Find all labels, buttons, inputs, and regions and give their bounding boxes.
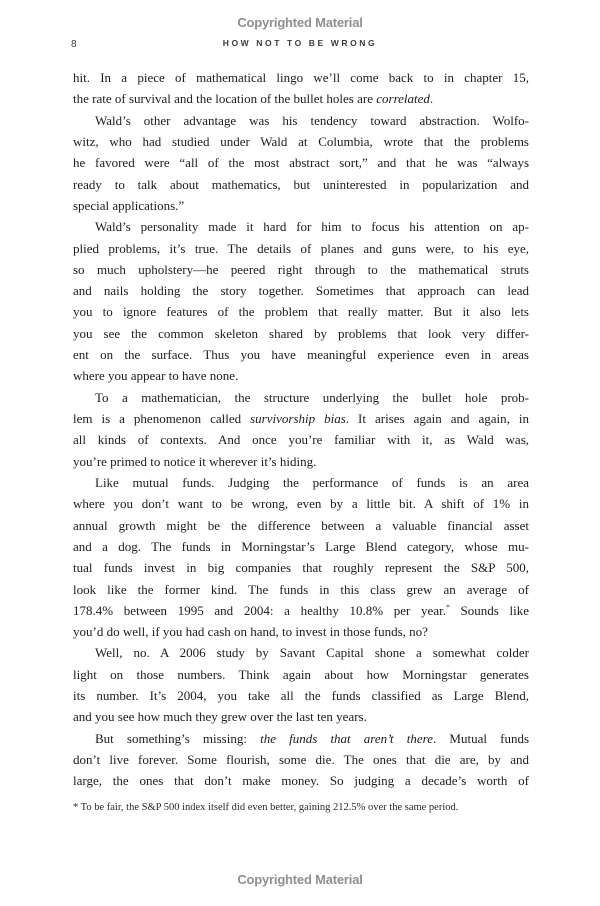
text-line: look like the former kind. The funds in this class grew an average of	[73, 581, 529, 597]
running-header	[0, 38, 600, 52]
text-line: the rate of survival and the location of the bullet holes are correlated.	[73, 91, 434, 107]
copyright-watermark-bottom: Copyrighted Material	[237, 872, 363, 887]
text-line: and you see how much they grew over the last ten years.	[73, 709, 367, 725]
text-line: you to ignore features of the problem that really matter. But it also lets	[73, 304, 529, 320]
footnote-marker: *	[445, 602, 450, 612]
text-line: you see the common skeleton shared by problems that look very differ-	[73, 325, 529, 341]
paragraph	[73, 110, 529, 217]
text-line: you’re primed to notice it wherever it’s hiding.	[73, 453, 317, 469]
text-line: tual funds invest in big companies that roughly represent the S&P 500,	[73, 560, 529, 576]
text-line: and nails holding the story together. Sometimes that approach can lead	[73, 283, 529, 299]
text-line: Well, no. A 2006 study by Savant Capital shone a somewhat colder	[95, 645, 529, 661]
footnote: * To be fair, the S&P 500 index itself did even better, gaining 212.5% over the same period.	[73, 802, 459, 813]
text-line: large, the ones that don’t make money. So judging a decade’s worth of	[73, 773, 529, 789]
text-line: ready to talk about mathematics, but uninterested in popularization and	[73, 176, 529, 192]
text-line: Wald’s personality made it hard for him to focus his attention on ap-	[95, 219, 529, 235]
text-line: all kinds of contexts. And once you’re familiar with it, as Wald was,	[73, 432, 529, 448]
text-line: plied problems, it’s true. The details of planes and guns were, to his eye,	[73, 240, 529, 256]
paragraph	[73, 387, 529, 472]
italic-text: correlated	[376, 91, 430, 107]
text-line: and a dog. The funds in Morningstar’s Large Blend category, whose mu-	[73, 538, 529, 554]
text-line: hit. In a piece of mathematical lingo we’ll come back to in chapter 15,	[73, 70, 529, 85]
text-line: where you appear to have none.	[73, 368, 239, 384]
paragraph	[73, 728, 529, 792]
paragraph	[73, 67, 529, 110]
text-line: don’t live forever. Some flourish, some die. The ones that die are, by and	[73, 752, 529, 767]
text-line: where you don’t want to be wrong, even by a little bit. A shift of 1% in	[73, 496, 529, 512]
text-line: 178.4% between 1995 and 2004: a healthy 10.8% per year.* Sounds like	[73, 602, 529, 618]
text-line: light on those numbers. Think again about how Morningstar generates	[73, 666, 529, 682]
text-line: so much upholstery—he peered right through to the mathematical struts	[73, 261, 529, 277]
paragraph	[73, 472, 529, 643]
text-line: But something’s missing: the funds that aren’t there. Mutual funds	[95, 730, 529, 746]
paragraph	[73, 216, 529, 387]
body-text	[73, 67, 529, 792]
text-line: special applications.”	[73, 197, 185, 213]
text-line: Like mutual funds. Judging the performance of funds is an area	[95, 474, 529, 490]
text-line: lem is a phenomenon called survivorship bias. It arises again and again, in	[73, 411, 529, 426]
text-line: Wald’s other advantage was his tendency toward abstraction. Wolfo-	[95, 112, 529, 128]
italic-text: survivorship bias	[250, 411, 346, 426]
copyright-watermark-top: Copyrighted Material	[237, 15, 363, 30]
text-line: he favored were “all of the most abstract sort,” and that he was “always	[73, 155, 529, 171]
text-line: ent on the surface. Thus you have meaningful experience even in areas	[73, 347, 529, 363]
text-line: annual growth might be the difference between a valuable financial asset	[73, 517, 529, 533]
paragraph	[73, 642, 529, 727]
text-line: To a mathematician, the structure underlying the bullet hole prob-	[95, 389, 529, 405]
running-head-title: HOW NOT TO BE WRONG	[222, 38, 378, 48]
text-line: witz, who had studied under Wald at Columbia, wrote that the problems	[73, 133, 529, 149]
text-line: its number. It’s 2004, you take all the funds classified as Large Blend,	[73, 688, 529, 704]
text-line: you’d do well, if you had cash on hand, to invest in those funds, no?	[73, 624, 428, 640]
page-number: 8	[71, 39, 77, 50]
italic-text: the funds that aren’t there	[260, 730, 434, 746]
